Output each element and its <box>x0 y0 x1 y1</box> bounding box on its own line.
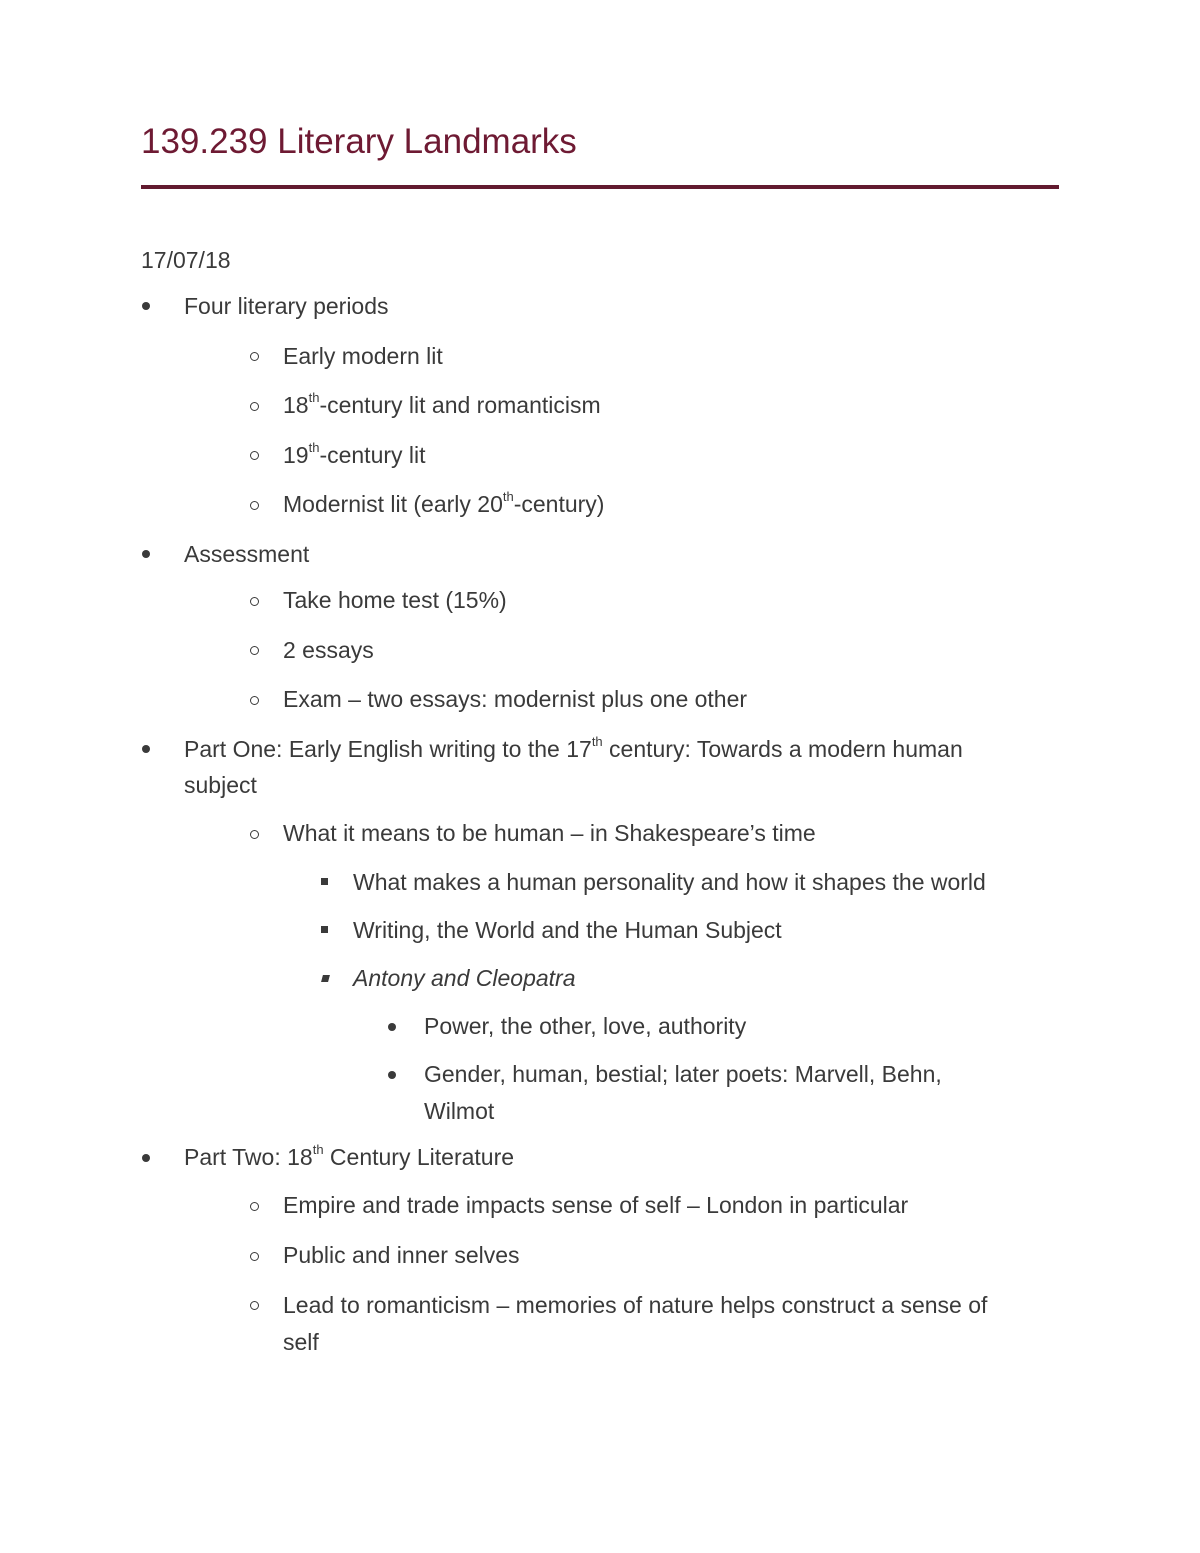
list-item: Writing, the World and the Human Subject <box>353 917 782 943</box>
bullet-dot-icon <box>142 745 150 753</box>
list-item-continuation: self <box>283 1329 319 1355</box>
list-item: What it means to be human – in Shakespeare’s time <box>283 820 816 846</box>
bullet-circle-icon <box>250 696 259 705</box>
title-divider <box>141 185 1059 189</box>
bullet-circle-icon <box>250 501 259 510</box>
list-item: Take home test (15%) <box>283 587 507 613</box>
bullet-circle-icon <box>250 1252 259 1261</box>
list-item: 18th-century lit and romanticism <box>283 390 601 418</box>
list-item: What makes a human personality and how it shapes the world <box>353 869 986 895</box>
bullet-circle-icon <box>250 597 259 606</box>
bullet-circle-icon <box>250 646 259 655</box>
bullet-dot-icon <box>142 1154 150 1162</box>
bullet-circle-icon <box>250 830 259 839</box>
list-item-continuation: Wilmot <box>424 1098 495 1124</box>
bullet-circle-icon <box>250 402 259 411</box>
list-item: Gender, human, bestial; later poets: Marvell, Behn, <box>424 1061 942 1087</box>
list-item: Exam – two essays: modernist plus one other <box>283 686 748 712</box>
list-item: 19th-century lit <box>283 440 426 468</box>
list-item: Part One: Early English writing to the 17th century: Towards a modern human <box>184 734 963 762</box>
bullet-circle-icon <box>250 451 259 460</box>
bullet-dot-icon <box>142 302 150 310</box>
list-item: Part Two: 18th Century Literature <box>184 1142 515 1170</box>
bullet-square-icon <box>321 975 330 982</box>
list-item: Power, the other, love, authority <box>424 1013 747 1039</box>
list-item: Early modern lit <box>283 343 443 369</box>
bullet-circle-icon <box>250 1202 259 1211</box>
list-item: Public and inner selves <box>283 1242 520 1268</box>
list-item: Empire and trade impacts sense of self – London in particular <box>283 1192 909 1218</box>
list-item: Assessment <box>184 541 310 567</box>
list-item: 2 essays <box>283 637 374 663</box>
bullet-dot-icon <box>388 1071 396 1079</box>
bullet-dot-icon <box>142 550 150 558</box>
list-item: Modernist lit (early 20th-century) <box>283 489 605 517</box>
note-date: 17/07/18 <box>141 247 231 273</box>
bullet-square-icon <box>321 926 328 933</box>
list-item-continuation: subject <box>184 772 257 798</box>
bullet-dot-icon <box>388 1023 396 1031</box>
bullet-circle-icon <box>250 352 259 361</box>
bullet-circle-icon <box>250 1301 259 1310</box>
list-item: Four literary periods <box>184 293 389 319</box>
list-item: Antony and Cleopatra <box>353 965 576 991</box>
list-item: Lead to romanticism – memories of nature helps construct a sense of <box>283 1292 988 1318</box>
bullet-square-icon <box>321 878 328 885</box>
page-title: 139.239 Literary Landmarks <box>141 122 577 161</box>
